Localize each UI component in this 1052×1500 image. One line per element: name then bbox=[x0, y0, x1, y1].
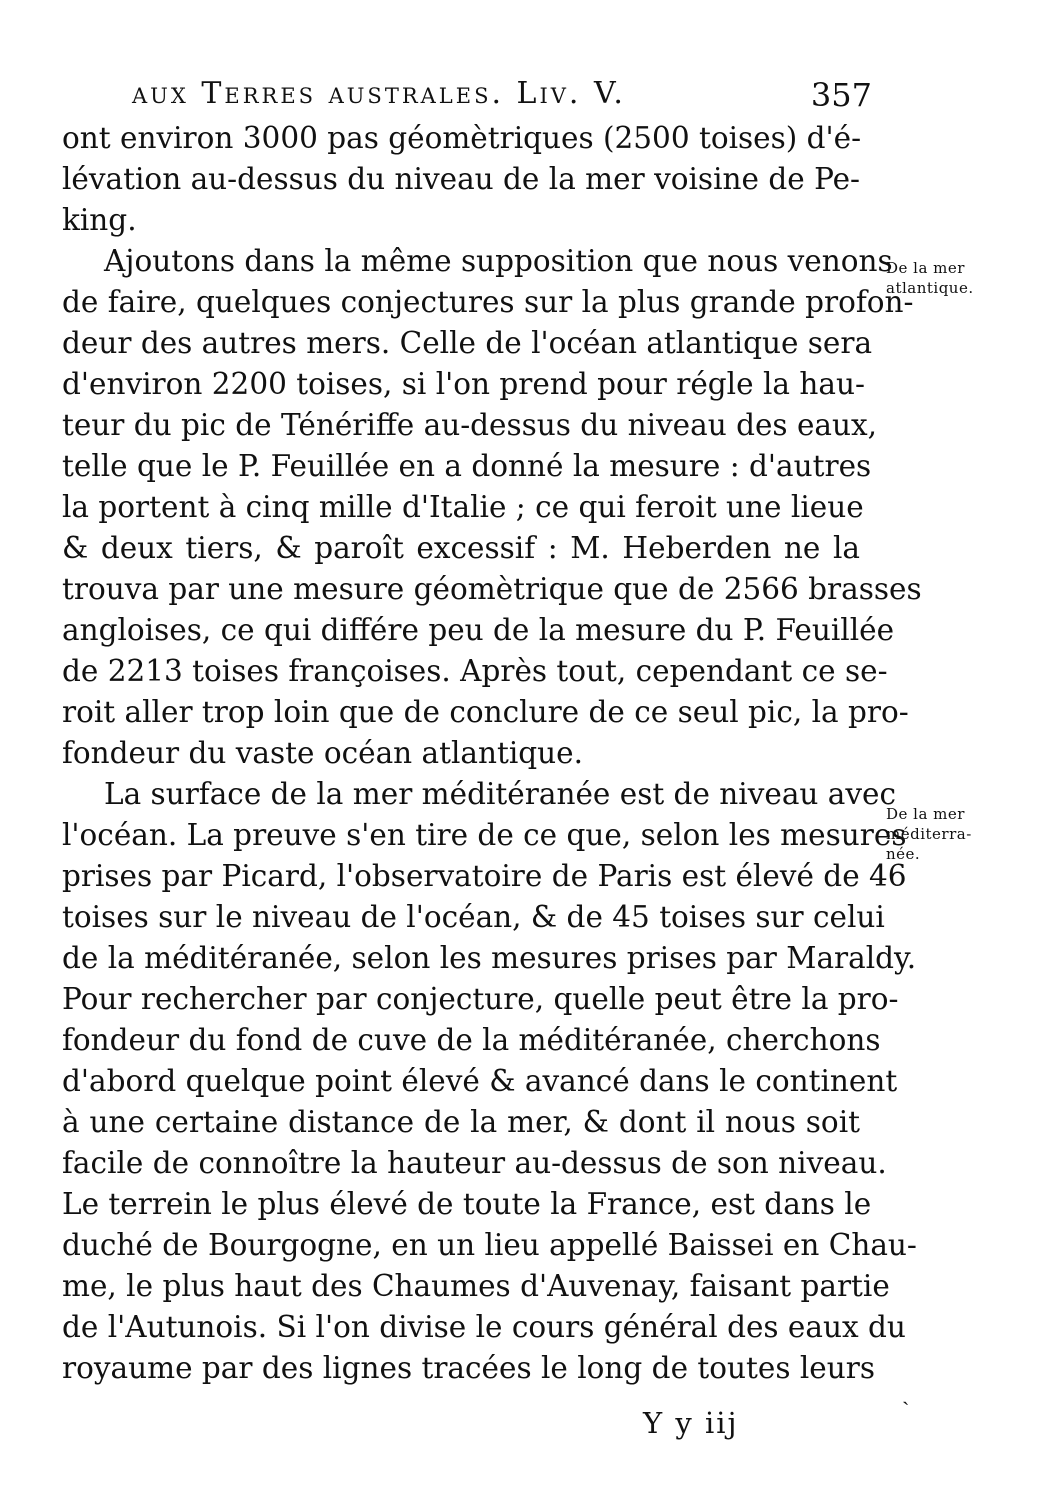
text-line: toises sur le niveau de l'océan, & de 45 toises sur celui bbox=[62, 900, 885, 934]
text-line: fondeur du fond de cuve de la méditéranée, cherchons bbox=[62, 1023, 881, 1057]
running-title: aux Terres australes. Liv. V. bbox=[132, 76, 626, 111]
text-line: de faire, quelques conjectures sur la plus grande profon- bbox=[62, 285, 914, 319]
text-line: facile de connoître la hauteur au-dessus de son niveau. bbox=[62, 1146, 887, 1180]
text-line: ont environ 3000 pas géomètriques (2500 toises) d'é- bbox=[62, 121, 862, 155]
text-line: lévation au-dessus du niveau de la mer voisine de Pe- bbox=[62, 162, 861, 196]
margin-note-line: De la mer bbox=[886, 805, 965, 823]
text-line: angloises, ce qui différe peu de la mesure du P. Feuillée bbox=[62, 613, 895, 647]
text-line: de la méditéranée, selon les mesures prises par Maraldy. bbox=[62, 941, 917, 975]
page-number: 357 bbox=[810, 76, 872, 114]
margin-note-line: née. bbox=[886, 845, 921, 863]
margin-note-atlantic bbox=[886, 258, 974, 298]
text-line: d'abord quelque point élevé & avancé dans le continent bbox=[62, 1064, 898, 1098]
margin-note-line: De la mer bbox=[886, 259, 965, 277]
text-line: fondeur du vaste océan atlantique. bbox=[62, 736, 584, 770]
signature-mark: Y y iij bbox=[643, 1406, 739, 1440]
text-line: duché de Bourgogne, en un lieu appellé Baissei en Chau- bbox=[62, 1228, 917, 1262]
text-line: & deux tiers, & paroît excessif : M. Heberden ne la bbox=[62, 531, 860, 565]
text-line: teur du pic de Ténériffe au-dessus du niveau des eaux, bbox=[62, 408, 878, 442]
text-line: d'environ 2200 toises, si l'on prend pour régle la hau- bbox=[62, 367, 865, 401]
text-line: me, le plus haut des Chaumes d'Auvenay, faisant partie bbox=[62, 1269, 890, 1303]
text-line: de l'Autunois. Si l'on divise le cours général des eaux du bbox=[62, 1310, 906, 1344]
text-line: royaume par des lignes tracées le long de toutes leurs bbox=[62, 1351, 875, 1385]
margin-note-line: atlantique. bbox=[886, 279, 974, 297]
paragraph-3 bbox=[62, 774, 917, 1389]
text-line: Pour rechercher par conjecture, quelle peut être la pro- bbox=[62, 982, 899, 1016]
text-line: deur des autres mers. Celle de l'océan atlantique sera bbox=[62, 326, 873, 360]
margin-note-mediterranean bbox=[886, 804, 972, 864]
text-line: de 2213 toises françoises. Après tout, cependant ce se- bbox=[62, 654, 888, 688]
stray-ink-mark: ˎ bbox=[902, 1381, 910, 1406]
text-line: roit aller trop loin que de conclure de ce seul pic, la pro- bbox=[62, 695, 909, 729]
main-text bbox=[62, 118, 922, 1389]
margin-note-line: méditerra- bbox=[886, 825, 972, 843]
text-line: Ajoutons dans la même supposition que nous venons bbox=[104, 244, 893, 278]
running-head bbox=[132, 72, 872, 116]
paragraph-1 bbox=[62, 118, 860, 241]
text-line: à une certaine distance de la mer, & dont il nous soit bbox=[62, 1105, 860, 1139]
paragraph-2 bbox=[62, 241, 922, 774]
text-line: Le terrein le plus élevé de toute la France, est dans le bbox=[62, 1187, 872, 1221]
text-line: l'océan. La preuve s'en tire de ce que, selon les mesures bbox=[62, 818, 907, 852]
text-line: telle que le P. Feuillée en a donné la mesure : d'autres bbox=[62, 449, 872, 483]
text-line: king. bbox=[62, 203, 137, 237]
text-line: La surface de la mer méditéranée est de niveau avec bbox=[104, 777, 897, 811]
text-line: trouva par une mesure géomètrique que de 2566 brasses bbox=[62, 572, 922, 606]
text-line: la portent à cinq mille d'Italie ; ce qui feroit une lieue bbox=[62, 490, 864, 524]
text-line: prises par Picard, l'observatoire de Paris est élevé de 46 bbox=[62, 859, 907, 893]
